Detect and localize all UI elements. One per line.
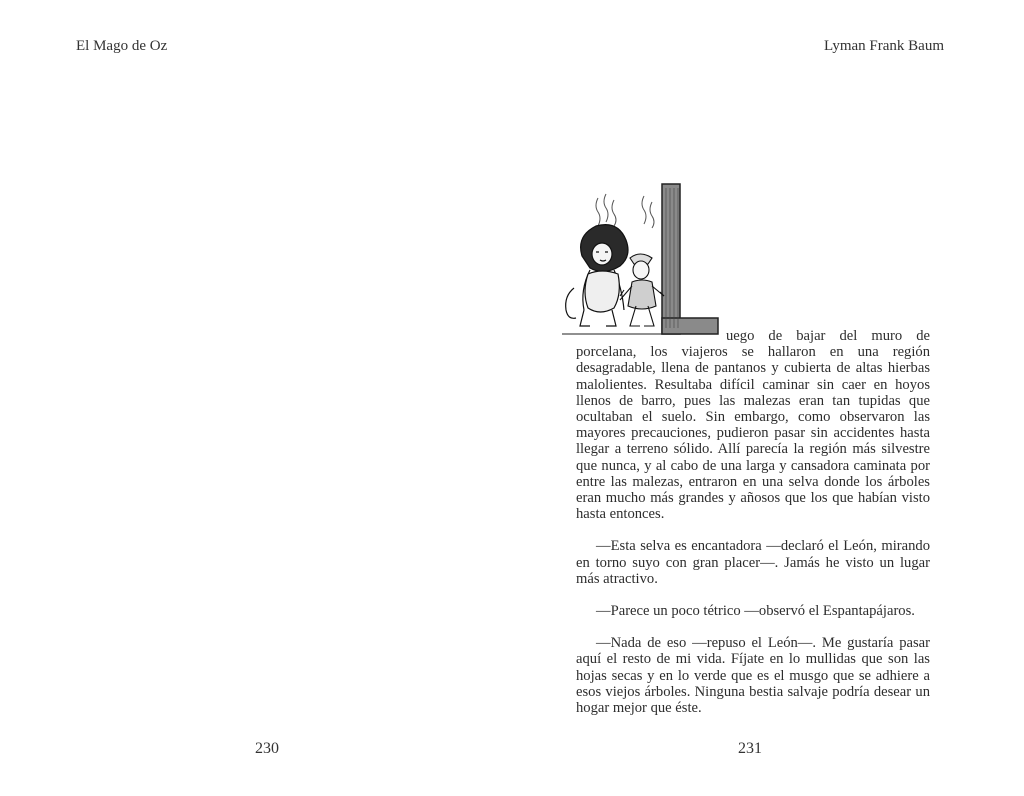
paragraph-3: —Parece un poco tétrico —observó el Espantapájaros. — [596, 603, 915, 620]
paragraph-2: —Esta selva es encantadora —declaró el León, mirando en torno suyo con gran placer—. Jamás he visto un lugar más atractivo. — [576, 538, 930, 587]
page-number-right: 231 — [738, 740, 762, 757]
page-number-left: 230 — [255, 740, 279, 757]
running-head-right: Lyman Frank Baum — [824, 38, 944, 54]
right-page — [512, 0, 1024, 796]
paragraph-4: —Nada de eso —repuso el León—. Me gustaría pasar aquí el resto de mi vida. Fíjate en lo mullidas que son las hojas secas y en lo verde que es el musgo que se adhiere a esos viejos árboles. Ninguna bestia salvaje podría desear un hogar mejor que éste. — [576, 635, 930, 717]
chapter-text — [576, 328, 930, 716]
running-head-left: El Mago de Oz — [76, 38, 168, 54]
paragraph-1: uego de bajar del muro de porcelana, los viajeros se hallaron en una región desagradable, llena de pantanos y cubierta de altas hierbas malolientes. Resultaba difícil caminar sin caer en hoyos llenos de barro, pues las malezas eran tan tupidas que ocultaban el suelo. Sin embargo, como observaron las mayores precauciones, pudieron pasar sin accidentes hasta llegar a terreno sólido. Allí parecía la región más silvestre que nunca, y al cabo de una larga y cansadora caminata por entre las malezas, entraron en una selva donde los árboles eran mucho más grandes y añosos que los que habían visto hasta entonces. — [576, 328, 930, 523]
drop-cap-L-illustration-icon — [560, 178, 728, 338]
